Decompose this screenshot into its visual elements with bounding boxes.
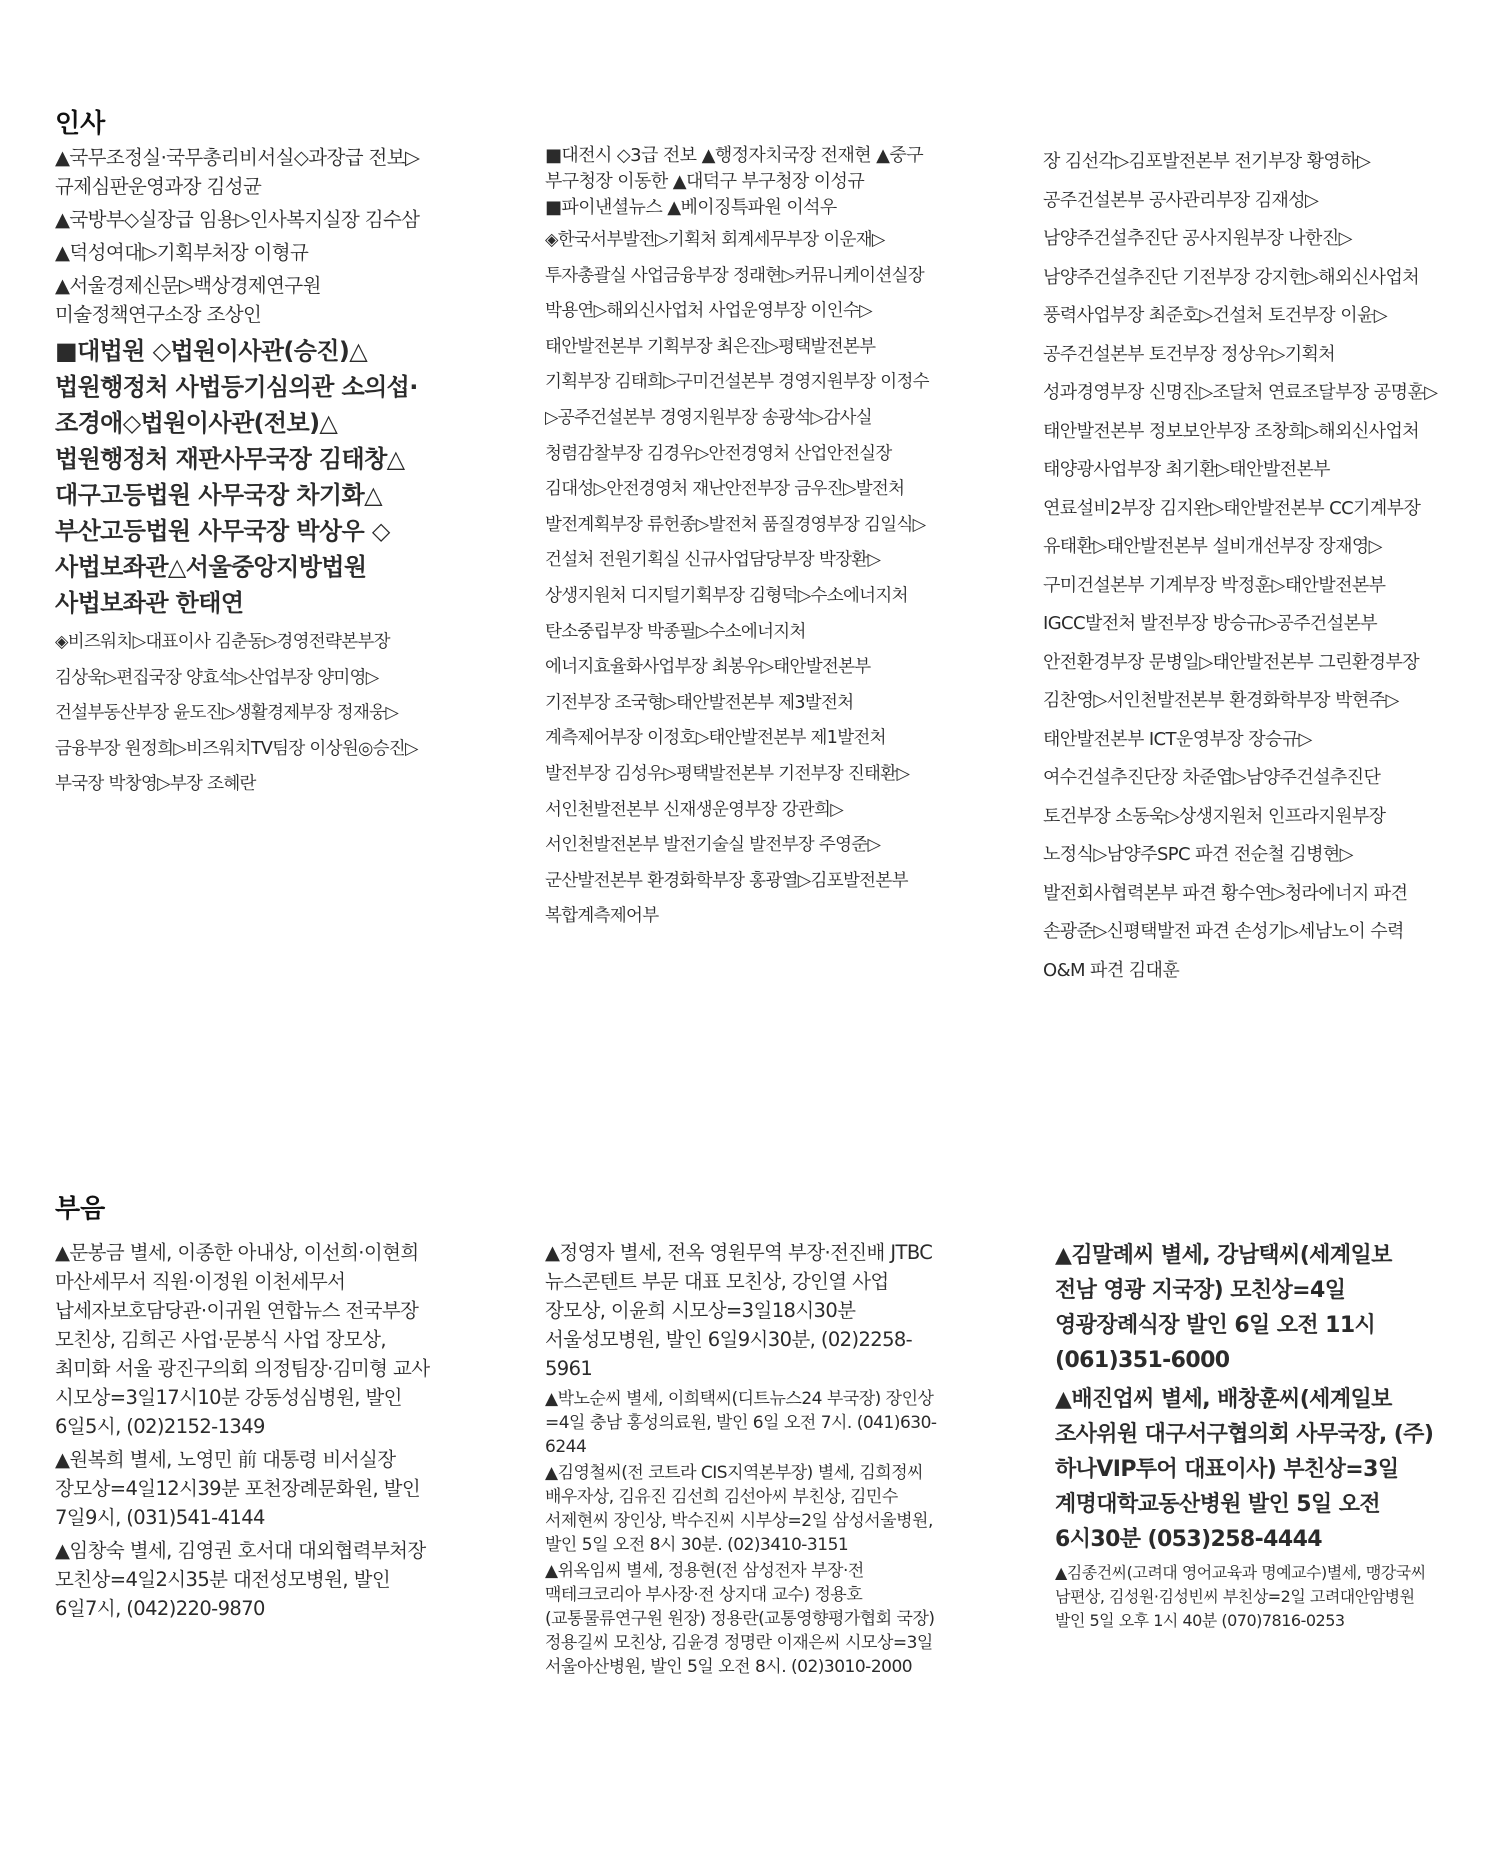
bueum-column-3 [1055,1238,1435,1637]
obituary-item: ▲배진업씨 별세, 배창훈씨(세계일보 조사위원 대구서구협의회 사무국장, (주)하나VIP투어 대표이사) 부친상=3일 계명대학교동산병원 발인 5일 오전 6시30분 (053)258-4444 [1055,1387,1434,1552]
personnel-item: ▲서울경제신문▷백상경제연구원 미술정책연구소장 조상인 [55,274,321,326]
personnel-item: ◈한국서부발전▷기획처 회계세무부장 이운재▷투자총괄실 사업금융부장 정래현▷커뮤니케이션실장 박용연▷해외신사업처 사업운영부장 이인수▷태안발전본부 기획부장 최은진▷평택발전본부 기획부장 김태희▷구미건설본부 경영지원부장 이정수▷공주건설본부 경영지원부장 송광석▷감사실 청렴감찰부장 김경우▷안전경영처 산업안전실장 김대성▷안전경영처 재난안전부장 금우진▷발전처 발전계획부장 류헌종▷발전처 품질경영부장 김일식▷건설처 전원기획실 신규사업담당부장 박장환▷상생지원처 디지털기획부장 김형덕▷수소에너지처 탄소중립부장 박종필▷수소에너지처 에너지효율화사업부장 최봉우▷태안발전본부 기전부장 조국형▷태안발전본부 제3발전처 계측제어부장 이정호▷태안발전본부 제1발전처 발전부장 김성우▷평택발전본부 기전부장 진태환▷서인천발전본부 신재생운영부장 강관희▷서인천발전본부 발전기술실 발전부장 주영준▷군산발전본부 환경화학부장 홍광열▷김포발전본부 복합계측제어부 [545,230,929,927]
obituary-item: ▲원복희 별세, 노영민 前 대통령 비서실장 장모상=4일12시39분 포천장례문화원, 발인 7일9시, (031)541-4144 [55,1448,421,1529]
obituary-item: ▲문봉금 별세, 이종한 아내상, 이선희·이현희 마산세무서 직원·이정원 이천세무서 납세자보호담당관·이귀원 연합뉴스 전국부장 모친상, 김희곤 사업·문봉식 사업 장모상, 최미화 서울 광진구의회 의정팀장·김미형 교사 시모상=3일17시10분 강동성심병원, 발인 6일5시, (02)2152-1349 [55,1241,430,1438]
personnel-item-court: ■대법원 ◇법원이사관(승진)△법원행정처 사법등기심의관 소의섭·조경애◇법원이사관(전보)△법원행정처 재판사무국장 김태창△대구고등법원 사무국장 차기화△부산고등법원 사무국장 박상우 ◇사법보좌관△서울중앙지방법원 사법보좌관 한태연 [55,337,418,617]
personnel-item: ▲국방부◇실장급 임용▷인사복지실장 김수삼 [55,208,420,231]
bueum-column-1 [55,1238,443,1627]
obituary-item: ▲김영철씨(전 코트라 CIS지역본부장) 별세, 김희정씨 배우자상, 김유진 김선희 김선아씨 부친상, 김민수 서제현씨 장인상, 박수진씨 시부상=2일 삼성서울병원, 발인 5일 오전 8시 30분. (02)3410-3151 [545,1463,933,1555]
obituary-item: ▲김말례씨 별세, 강남택씨(세계일보 전남 영광 지국장) 모친상=4일 영광장례식장 발인 6일 오전 11시 (061)351-6000 [1055,1243,1392,1373]
obituary-item: ▲김종건씨(고려대 영어교육과 명예교수)별세, 맹강국씨 남편상, 김성원·김성빈씨 부친상=2일 고려대안암병원 발인 5일 오후 1시 40분 (070)7816-0253 [1055,1563,1426,1630]
insa-column-1 [55,143,440,807]
obituary-item: ▲박노순씨 별세, 이희택씨(디트뉴스24 부국장) 장인상=4일 충남 홍성의료원, 발인 6일 오전 7시. (041)630-6244 [545,1389,937,1457]
personnel-item-continued: 장 김선각▷김포발전본부 전기부장 황영하▷공주건설본부 공사관리부장 김재성▷남양주건설추진단 공사지원부장 나한진▷남양주건설추진단 기전부장 강지헌▷해외신사업처 풍력사업부장 최준호▷건설처 토건부장 이윤▷공주건설본부 토건부장 정상우▷기획처 성과경영부장 신명진▷조달처 연료조달부장 공명훈▷태안발전본부 정보보안부장 조창희▷해외신사업처 태양광사업부장 최기환▷태안발전본부 연료설비2부장 김지완▷태안발전본부 CC기계부장 유태환▷태안발전본부 설비개선부장 장재영▷구미건설본부 기계부장 박정훈▷태안발전본부 IGCC발전처 발전부장 방승규▷공주건설본부 안전환경부장 문병일▷태안발전본부 그린환경부장 김찬영▷서인천발전본부 환경화학부장 박현주▷태안발전본부 ICT운영부장 장승규▷여수건설추진단장 차준엽▷남양주건설추진단 토건부장 소동욱▷상생지원처 인프라지원부장 노정식▷남양주SPC 파견 전순철 김병현▷발전회사협력본부 파견 황수연▷청라에너지 파견 손광준▷신평택발전 파견 손성기▷세남노이 수력 O&M 파견 김대훈 [1043,151,1438,981]
bueum-column-2 [545,1238,940,1681]
personnel-item: ■파이낸셜뉴스 ▲베이징특파원 이석우 [545,197,837,218]
insa-column-2 [545,143,940,939]
personnel-item: ◈비즈워치▷대표이사 김춘동▷경영전략본부장 김상욱▷편집국장 양효석▷산업부장 양미영▷건설부동산부장 윤도진▷생활경제부장 정재웅▷금융부장 원정희▷비즈워치TV팀장 이상원◎승진▷부국장 박창영▷부장 조혜란 [55,632,418,795]
insa-column-3 [1043,143,1438,994]
personnel-item: ▲국무조정실·국무총리비서실◇과장급 전보▷규제심판운영과장 김성균 [55,146,420,198]
section-heading-insa: 인사 [55,109,106,139]
obituary-item: ▲위옥임씨 별세, 정용현(전 삼성전자 부장·전 맥테크코리아 부사장·전 상지대 교수) 정용호(교통물류연구원 원장) 정용란(교통영향평가협회 국장) 정용길씨 모친상, 김윤경 정명란 이재은씨 시모상=3일 서울아산병원, 발인 5일 오전 8시. (02)3010-2000 [545,1561,935,1677]
personnel-item: ■대전시 ◇3급 전보 ▲행정자치국장 전재현 ▲중구 부구청장 이동한 ▲대덕구 부구청장 이성규 [545,145,923,192]
section-heading-bueum: 부음 [55,1194,106,1224]
obituary-item: ▲임창숙 별세, 김영권 호서대 대외협력부처장 모친상=4일2시35분 대전성모병원, 발인 6일7시, (042)220-9870 [55,1539,426,1620]
personnel-item: ▲덕성여대▷기획부처장 이형규 [55,241,309,264]
obituary-item: ▲정영자 별세, 전옥 영원무역 부장·전진배 JTBC 뉴스콘텐트 부문 대표 모친상, 강인열 사업 장모상, 이윤희 시모상=3일18시30분 서울성모병원, 발인 6일9시30분, (02)2258-5961 [545,1241,933,1380]
